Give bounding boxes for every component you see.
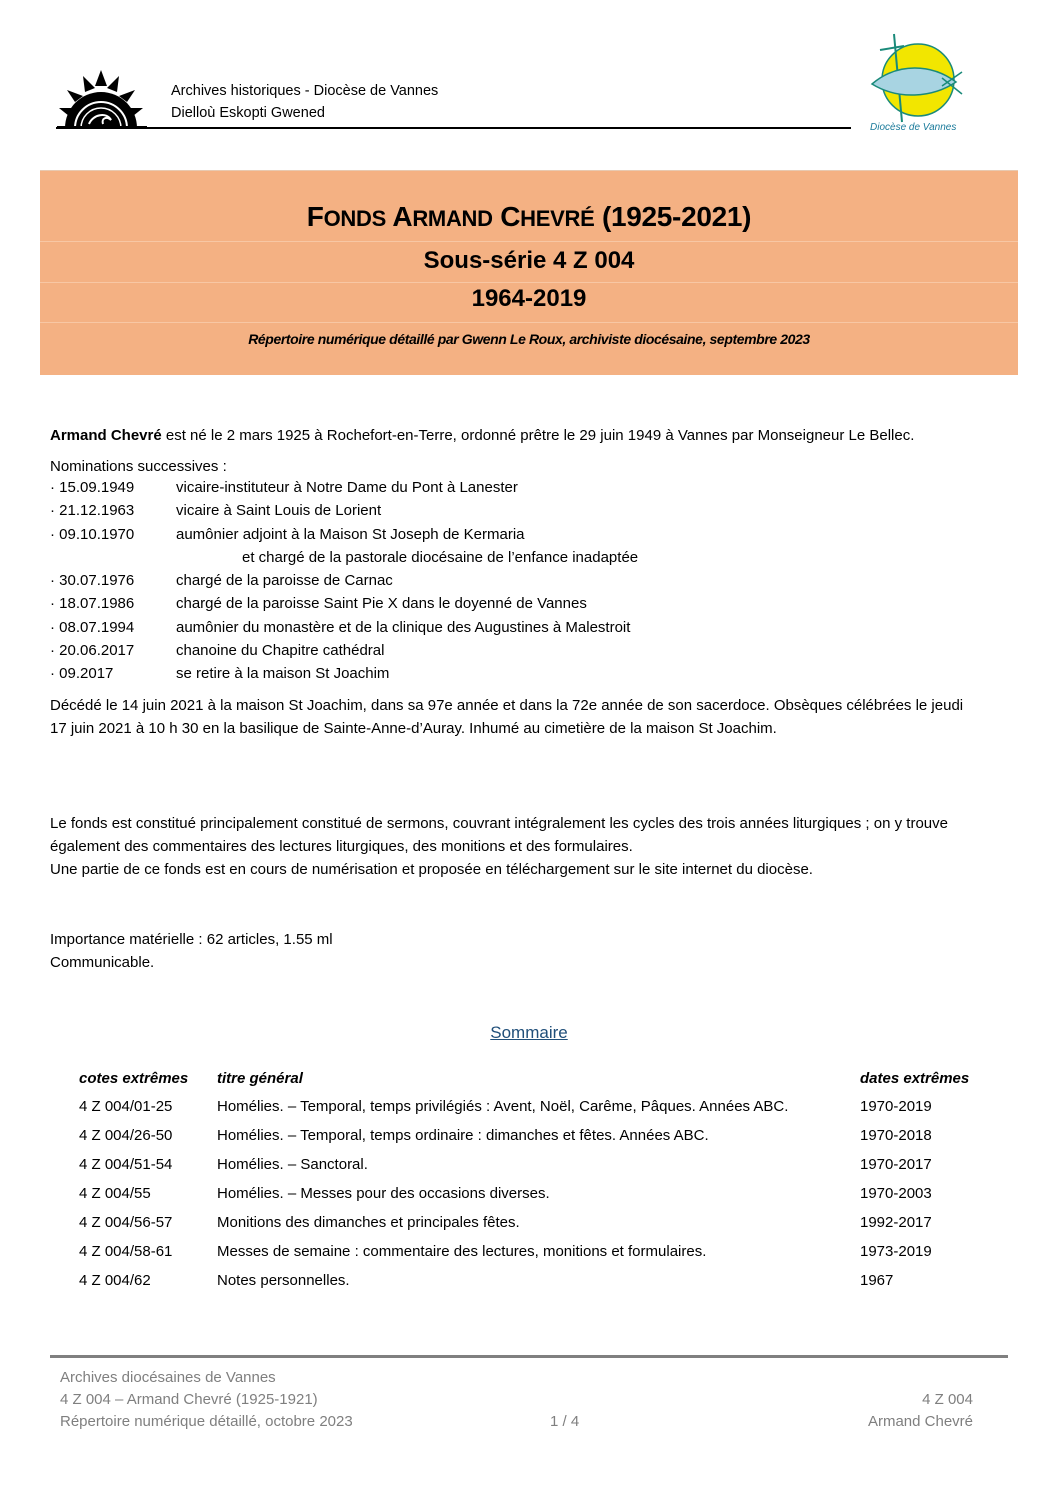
header-text <box>171 80 438 124</box>
nomination-item <box>50 569 950 592</box>
header-line-1: Archives historiques - Diocèse de Vannes <box>171 83 439 99</box>
nomination-date: · 09.2017 <box>50 665 114 683</box>
table-row <box>79 1098 989 1127</box>
cell-titre: Homélies. – Sanctoral. <box>217 1156 368 1173</box>
title-divider <box>40 282 1018 283</box>
sous-serie-title: Sous-série 4 Z 004 <box>423 247 635 274</box>
title-box <box>40 170 1018 375</box>
nomination-item <box>50 499 950 522</box>
footer-cote: 4 Z 004 <box>922 1391 973 1408</box>
fonds-description-2: Une partie de ce fonds est en cours de numérisation et proposée en téléchargement sur le site internet du diocèse. <box>50 861 813 878</box>
fonds-title <box>40 201 1018 233</box>
table-row <box>79 1156 989 1185</box>
nomination-item-continuation <box>50 546 950 569</box>
cell-dates: 1970-2003 <box>860 1185 932 1202</box>
cell-dates: 1970-2017 <box>860 1156 932 1173</box>
credit-line: Répertoire numérique détaillé par Gwenn Le Roux, archiviste diocésaine, septembre 2023 <box>248 331 810 347</box>
footer-repertoire: Répertoire numérique détaillé, octobre 2023 <box>60 1413 353 1430</box>
cell-cotes: 4 Z 004/26-50 <box>79 1127 173 1144</box>
footer-fonds-ref: 4 Z 004 – Armand Chevré (1925-1921) <box>60 1391 318 1408</box>
nomination-text: vicaire-instituteur à Notre Dame du Pont à Lanester <box>176 479 518 496</box>
cell-dates: 1970-2018 <box>860 1127 932 1144</box>
nomination-text: vicaire à Saint Louis de Lorient <box>176 502 382 520</box>
diocese-logo <box>862 32 972 136</box>
header-line-2: Dielloù Eskopti Gwened <box>171 105 325 121</box>
cell-titre: Messes de semaine : commentaire des lectures, monitions et formulaires. <box>217 1243 707 1260</box>
title-smallcaps: ONDS <box>323 206 386 231</box>
nomination-item <box>50 639 950 662</box>
sommaire-link[interactable]: Sommaire <box>490 1023 568 1042</box>
nomination-text: chargé de la paroisse de Carnac <box>176 572 393 590</box>
table-row <box>79 1272 989 1301</box>
nomination-date: · 20.06.2017 <box>50 642 135 660</box>
importance-materielle: Importance matérielle : 62 articles, 1.55 ml <box>50 931 333 948</box>
nomination-item <box>50 476 950 499</box>
cell-titre: Homélies. – Temporal, temps privilégiés : Avent, Noël, Carême, Pâques. Années ABC. <box>217 1098 789 1115</box>
page-number: 1 / 4 <box>550 1413 580 1430</box>
cell-titre: Homélies. – Messes pour des occasions diverses. <box>217 1185 550 1202</box>
dates-title: 1964-2019 <box>471 285 587 312</box>
table-row <box>79 1127 989 1156</box>
cell-dates: 1992-2017 <box>860 1214 932 1231</box>
cell-dates: 1973-2019 <box>860 1243 932 1260</box>
nomination-date: · 08.07.1994 <box>50 618 135 636</box>
title-initial: F <box>306 201 324 232</box>
nomination-text: chargé de la paroisse Saint Pie X dans le doyenné de Vannes <box>176 595 587 613</box>
cell-titre: Monitions des dimanches et principales fêtes. <box>217 1214 520 1231</box>
sommaire-table <box>79 1070 989 1301</box>
cell-dates: 1970-2019 <box>860 1098 932 1115</box>
footer-name: Armand Chevré <box>867 1413 973 1430</box>
cell-cotes: 4 Z 004/01-25 <box>79 1098 173 1115</box>
nomination-item <box>50 662 950 685</box>
nomination-date: · 15.09.1949 <box>50 479 135 496</box>
diocese-logo-caption: Diocèse de Vannes <box>870 122 957 133</box>
fonds-description-1: Le fonds est constitué principalement constitué de sermons, couvrant intégralement les cycles des trois années liturgiques ; on y trouve également des commentaires des lectures liturgiques, des monitions et des formulaires. <box>50 815 948 855</box>
table-row <box>79 1214 989 1243</box>
bio-intro <box>50 424 914 447</box>
bio-name: Armand Chevré <box>50 427 162 444</box>
nomination-item <box>50 592 950 615</box>
title-dates: (1925-2021) <box>601 201 752 232</box>
nomination-date: · 09.10.1970 <box>50 525 135 543</box>
cell-titre: Notes personnelles. <box>217 1272 350 1289</box>
footer-left <box>60 1367 353 1433</box>
nomination-text: se retire à la maison St Joachim <box>176 665 390 683</box>
cell-cotes: 4 Z 004/56-57 <box>79 1214 173 1231</box>
nomination-date: · 18.07.1986 <box>50 595 135 613</box>
nomination-text: chanoine du Chapitre cathédral <box>176 642 385 660</box>
cell-cotes: 4 Z 004/58-61 <box>79 1243 173 1260</box>
title-divider <box>40 241 1018 242</box>
title-initial: A <box>392 201 413 232</box>
nomination-text: aumônier du monastère et de la clinique des Augustines à Malestroit <box>176 618 631 636</box>
nomination-date: · 21.12.1963 <box>50 502 135 520</box>
nomination-text: et chargé de la pastorale diocésaine de l’enfance inadaptée <box>242 548 639 566</box>
title-divider <box>40 322 1018 323</box>
title-initial: C <box>500 201 521 232</box>
title-smallcaps: RMAND <box>412 206 493 231</box>
header-rule <box>56 127 851 129</box>
table-row <box>79 1243 989 1272</box>
deces-paragraph: Décédé le 14 juin 2021 à la maison St Joachim, dans sa 97e année et dans la 72e année de son sacerdoce. Obsèques célébrées le jeudi 17 juin 2021 à 10 h 30 en la basilique de Sainte-Anne-d’Auray. Inhumé au cimetière de la maison St Joachim. <box>50 697 964 737</box>
nominations-heading: Nominations successives : <box>50 458 227 475</box>
cell-dates: 1967 <box>860 1272 894 1289</box>
header-titre: titre général <box>217 1070 303 1087</box>
cell-cotes: 4 Z 004/62 <box>79 1272 151 1289</box>
nominations-list <box>50 476 950 686</box>
footer-right <box>868 1389 973 1433</box>
fonds-description <box>50 812 985 881</box>
communicable-status: Communicable. <box>50 954 155 971</box>
table-row <box>79 1185 989 1214</box>
archives-emblem-logo <box>55 68 147 130</box>
fonds-importance <box>50 928 333 974</box>
bio-intro-text: est né le 2 mars 1925 à Rochefort-en-Terre, ordonné prêtre le 29 juin 1949 à Vannes par Monseigneur Le Bellec. <box>161 427 915 444</box>
header-dates: dates extrêmes <box>860 1070 970 1087</box>
footer-institution: Archives diocésaines de Vannes <box>60 1369 276 1386</box>
nomination-item <box>50 616 950 639</box>
sun-rays-emblem-icon <box>55 68 147 130</box>
cell-titre: Homélies. – Temporal, temps ordinaire : dimanches et fêtes. Années ABC. <box>217 1127 709 1144</box>
header-cotes: cotes extrêmes <box>79 1070 189 1087</box>
table-header <box>79 1070 989 1098</box>
cell-cotes: 4 Z 004/51-54 <box>79 1156 173 1173</box>
footer-rule <box>50 1355 1008 1358</box>
nomination-date: · 30.07.1976 <box>50 572 135 590</box>
nomination-item <box>50 523 950 546</box>
nomination-text: aumônier adjoint à la Maison St Joseph de Kermaria <box>176 525 525 543</box>
fish-cross-sun-icon <box>862 32 972 136</box>
title-smallcaps: HEVRÉ <box>520 206 595 231</box>
cell-cotes: 4 Z 004/55 <box>79 1185 151 1202</box>
